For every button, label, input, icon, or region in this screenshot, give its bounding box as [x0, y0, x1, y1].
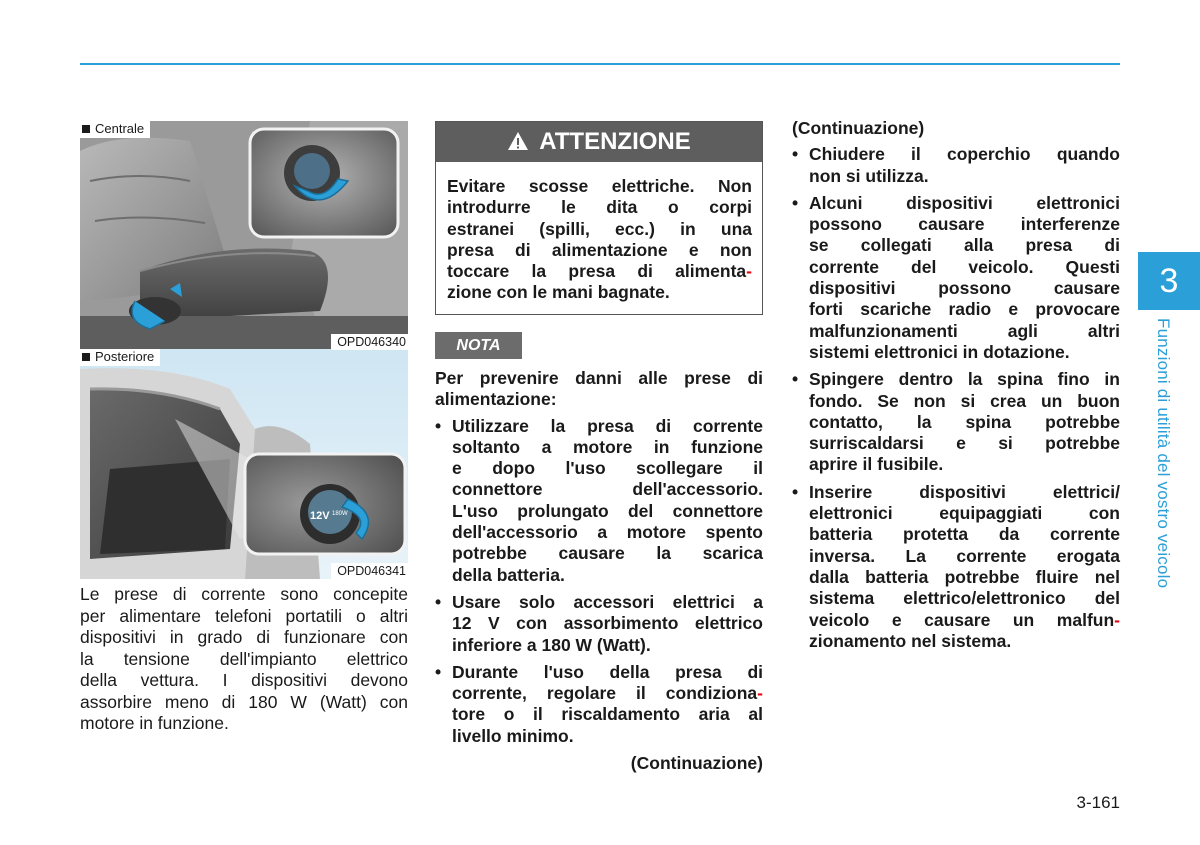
bullet-line: malfunzionamenti agli altri [809, 320, 1120, 341]
bullet-line: tore o il riscaldamento aria al [452, 704, 763, 725]
warning-line-text: toccare la presa di alimenta [447, 261, 747, 282]
bullet-line: dispositivi possono causare [809, 278, 1120, 299]
paragraph-line: la tensione dell'impianto elettrico [80, 648, 408, 669]
warning-line: estranei (spilli, ecc.) in una [447, 218, 752, 239]
continuation-header: (Continuazione) [792, 118, 925, 138]
chapter-title-text: Funzioni di utilità del vostro veicolo [1154, 318, 1173, 589]
warning-body [436, 162, 762, 304]
nota-badge: NOTA [435, 332, 522, 359]
hyphen-mark: - [1114, 609, 1120, 630]
bullet-line: inferiore a 180 W (Watt). [452, 634, 651, 655]
socket-12v-label: 12V [310, 510, 330, 522]
continuation-bullet [792, 144, 1120, 187]
bullet-line-hyphenated [809, 610, 1120, 631]
nota-content [435, 368, 763, 774]
nota-intro-line: alimentazione: [435, 389, 557, 410]
page-number: 3-161 [1076, 793, 1120, 812]
rear-cargo-illustration [80, 349, 408, 579]
bullet-line: dalla batteria potrebbe fluire nel [809, 566, 1120, 587]
bullet-line: • Utilizzare la presa di corrente [452, 415, 763, 436]
bullet-line: elettronici equipaggiati con [809, 503, 1120, 524]
hyphen-mark: - [746, 261, 752, 282]
bullet-line-text: veicolo e causare un malfun [809, 609, 1115, 630]
nota-bullet [435, 416, 763, 586]
paragraph-line: Le prese di corrente sono concepite [80, 584, 408, 604]
intro-paragraph [80, 584, 408, 735]
bullet-line: possono causare interferenze [809, 214, 1120, 235]
figure-central-console [80, 121, 408, 350]
bullet-line: e dopo l'uso scollegare il [452, 458, 763, 479]
continuation-bullet [792, 482, 1120, 652]
warning-title: ATTENZIONE [539, 128, 691, 155]
hyphen-mark: - [757, 683, 763, 704]
figure-rear-cargo [80, 349, 408, 579]
chapter-title-vertical [1151, 318, 1175, 618]
square-bullet-icon [82, 125, 90, 133]
top-rule [80, 63, 1120, 65]
bullet-line-hyphenated [452, 683, 763, 704]
paragraph-line: della vettura. I dispositivi devono [80, 670, 408, 690]
bullet-line: della batteria. [452, 564, 565, 585]
bullet-line: surriscaldarsi e si potrebbe [809, 433, 1120, 454]
nota-bullet [435, 662, 763, 747]
bullet-line: L'uso prolungato del connettore [452, 500, 763, 521]
paragraph-line: motore in funzione. [80, 713, 229, 733]
square-bullet-icon [82, 353, 90, 361]
bullet-line: sistemi elettronici in dotazione. [809, 341, 1070, 362]
figure-label-central-text: Centrale [95, 121, 145, 136]
bullet-line: inversa. La corrente erogata [809, 545, 1120, 566]
bullet-line: • Inserire dispositivi elettrici/ [809, 481, 1120, 502]
bullet-line: connettore dell'accessorio. [452, 479, 763, 500]
continuation-bullet [792, 369, 1120, 475]
warning-line: presa di alimentazione e non [447, 239, 752, 260]
bullet-line: 12 V con assorbimento elettrico [452, 613, 763, 634]
nota-bullet [435, 592, 763, 656]
bullet-line: corrente del veicolo. Questi [809, 256, 1120, 277]
warning-line: Evitare scosse elettriche. Non [447, 176, 752, 196]
bullet-line: non si utilizza. [809, 165, 929, 186]
bullet-line: sistema elettrico/elettronico del [809, 588, 1120, 609]
warning-line-hyphenated [447, 261, 752, 282]
bullet-line: • Chiudere il coperchio quando [809, 144, 1120, 165]
paragraph-line: per alimentare telefoni portatili o altri [80, 605, 408, 626]
bullet-line: batteria protetta da corrente [809, 524, 1120, 545]
warning-header [436, 122, 762, 162]
bullet-line-text: corrente, regolare il condiziona [452, 683, 758, 704]
bullet-line: • Durante l'uso della presa di [452, 661, 763, 682]
figure-label-rear-text: Posteriore [95, 349, 155, 364]
warning-line: introdurre le dita o corpi [447, 197, 752, 218]
bullet-line: • Spingere dentro la spina fino in [809, 369, 1120, 390]
bullet-line: soltanto a motore in funzione [452, 436, 763, 457]
bullet-line: dell'accessorio a motore spento [452, 522, 763, 543]
figure-code-central: OPD046340 [331, 334, 408, 350]
bullet-line: aprire il fusibile. [809, 454, 944, 475]
continuation-bullet [792, 193, 1120, 363]
figure-code-rear: OPD046341 [331, 563, 408, 579]
bullet-line: fondo. Se non si crea un buon [809, 390, 1120, 411]
bullet-line: livello minimo. [452, 725, 574, 746]
paragraph-line: assorbire meno di 180 W (Watt) con [80, 691, 408, 712]
bullet-line: zionamento nel sistema. [809, 630, 1012, 651]
nota-intro-line: Per prevenire danni alle prese di [435, 368, 763, 388]
warning-line: zione con le mani bagnate. [447, 282, 670, 303]
figure-label-rear [80, 349, 160, 366]
warning-triangle-icon [507, 131, 529, 151]
continuation-content [792, 118, 1120, 652]
warning-box [435, 121, 763, 315]
paragraph-line: dispositivi in grado di funzionare con [80, 627, 408, 647]
bullet-line: contatto, la spina potrebbe [809, 411, 1120, 432]
figure-label-central [80, 121, 150, 138]
central-console-illustration [80, 121, 408, 350]
bullet-line: se collegati alla presa di [809, 235, 1120, 256]
bullet-line: forti scariche radio e provocare [809, 299, 1120, 320]
bullet-line: • Usare solo accessori elettrici a [452, 591, 763, 612]
continued-label: (Continuazione) [630, 753, 763, 774]
bullet-line: • Alcuni dispositivi elettronici [809, 192, 1120, 213]
chapter-tab: 3 [1138, 252, 1200, 310]
socket-180w-label: 180W [332, 511, 348, 517]
bullet-line: potrebbe causare la scarica [452, 543, 763, 564]
